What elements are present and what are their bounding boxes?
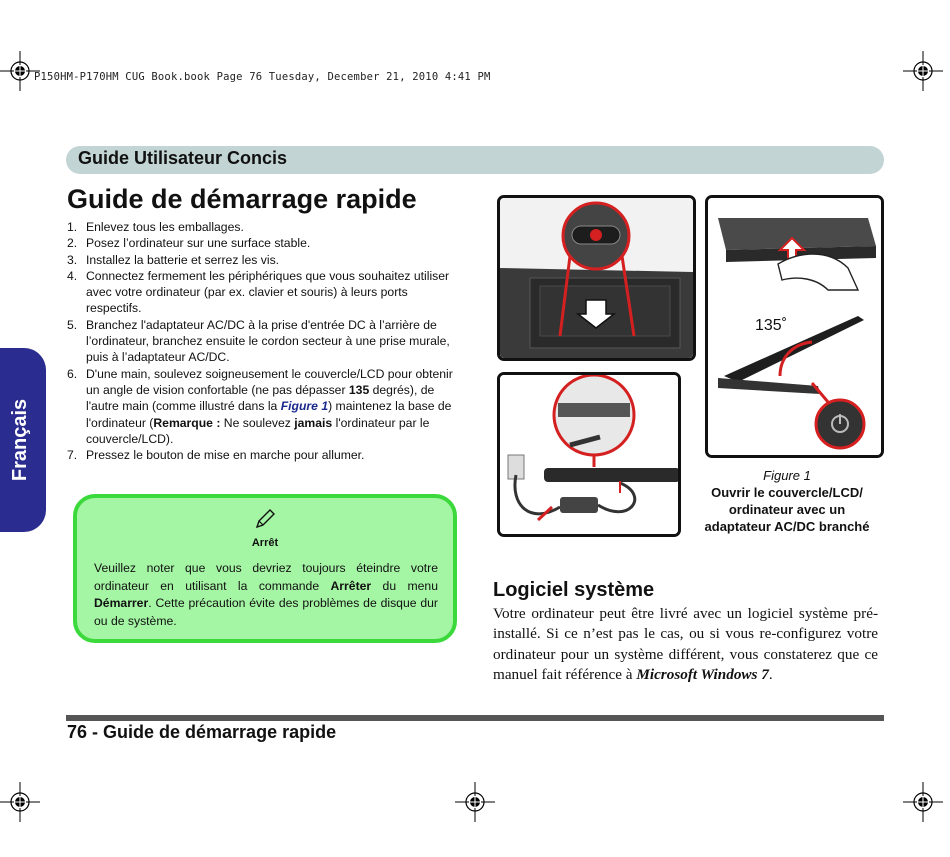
- figure-caption: [704, 467, 870, 535]
- step-text: Installez la batterie et serrez les vis.: [86, 252, 280, 267]
- battery-latch-illustration: [500, 198, 693, 358]
- battery-latch-image: [497, 195, 696, 361]
- list-item: [67, 252, 465, 268]
- step-text: ) maintenez la base de l'ordinateur (: [86, 399, 452, 430]
- step-number: 2.: [67, 236, 78, 251]
- step-text: D'une main, soulevez soigneusement le couvercle/LCD pour obtenir un angle de vision confortable (ne pas dépasser: [86, 366, 453, 397]
- note-title: Arrêt: [251, 537, 279, 549]
- note-text: Veuillez noter que vous devriez toujours éteindre votre ordinateur en utilisant la commande: [94, 561, 438, 593]
- note-text: du menu: [371, 578, 438, 593]
- step-text: degrés), de l'autre main (comme illustré dans la: [86, 382, 435, 414]
- pencil-icon: [254, 508, 276, 530]
- lid-opening-image: [705, 195, 884, 458]
- note-menu: Démarrer: [94, 596, 149, 610]
- list-item: [67, 317, 465, 366]
- list-item: [67, 235, 465, 251]
- footer-divider: [66, 715, 884, 721]
- footer-page-label: 76 - Guide de démarrage rapide: [67, 722, 337, 742]
- page-title: Guide de démarrage rapide: [67, 184, 417, 214]
- remark-label: Remarque :: [153, 415, 221, 430]
- step-text: Branchez l'adaptateur AC/DC à la prise d'entrée DC à l’arrière de l’ordinateur, branchez ensuite le cordon secteur à une prise murale, puis à l’adaptateur AC/DC.: [86, 317, 450, 365]
- emphasis-never: jamais: [294, 415, 333, 430]
- step-text: Connectez fermement les périphériques que vous souhaitez utiliser avec votre ordinateur (par ex. clavier et souris) à leurs ports respectifs.: [86, 268, 450, 316]
- step-number: 7.: [67, 448, 78, 463]
- registration-mark-icon: [903, 782, 943, 822]
- print-header: P150HM-P170HM CUG Book.book Page 76 Tuesday, December 21, 2010 4:41 PM: [34, 71, 491, 83]
- angle-value: 135: [348, 382, 370, 397]
- step-number: 3.: [67, 252, 78, 267]
- registration-mark-icon: [0, 782, 40, 822]
- os-name: Microsoft Windows 7: [636, 666, 769, 684]
- list-item: [67, 268, 465, 317]
- list-item: [67, 447, 465, 463]
- step-number: 1.: [67, 220, 78, 234]
- section-body: [493, 604, 878, 686]
- figure-caption-text: Ouvrir le couvercle/LCD/ ordinateur avec un adaptateur AC/DC branché: [704, 485, 870, 534]
- note-text: . Cette précaution évite des problèmes de disque dur ou de système.: [94, 596, 438, 628]
- step-number: 5.: [67, 317, 78, 332]
- registration-mark-icon: [903, 51, 943, 91]
- power-adapter-image: [497, 372, 681, 537]
- step-text: Posez l’ordinateur sur une surface stable.: [86, 236, 311, 251]
- step-text: Enlevez tous les emballages.: [86, 220, 244, 234]
- power-adapter-illustration: [500, 375, 678, 534]
- section-text: Votre ordinateur peut être livré avec un logiciel système pré-installé. Si ce n’est pas le cas, ou si vous re-configurez votre ordinateur pour un système différent, vous constaterez que ce manuel fait référence à: [493, 605, 878, 684]
- list-item: [67, 219, 465, 235]
- list-item: [67, 366, 465, 447]
- banner-label: Guide Utilisateur Concis: [78, 148, 288, 168]
- section-text: .: [768, 666, 773, 684]
- language-tab-label: Français: [9, 398, 31, 482]
- angle-label: 135˚: [755, 317, 788, 334]
- registration-mark-icon: [455, 782, 495, 822]
- steps-list: [67, 219, 465, 463]
- step-text: Pressez le bouton de mise en marche pour allumer.: [86, 448, 365, 463]
- note-command: Arrêter: [330, 578, 372, 593]
- figure-number: Figure 1: [763, 468, 811, 483]
- note-body: [94, 560, 438, 630]
- figure-link[interactable]: Figure 1: [280, 399, 329, 414]
- step-number: 4.: [67, 268, 78, 283]
- step-text: Ne soulevez: [220, 415, 295, 430]
- section-title: Logiciel système: [493, 579, 655, 601]
- step-text: l'ordinateur par le couvercle/LCD).: [86, 415, 430, 446]
- step-number: 6.: [67, 366, 78, 381]
- lid-opening-illustration: [708, 198, 881, 455]
